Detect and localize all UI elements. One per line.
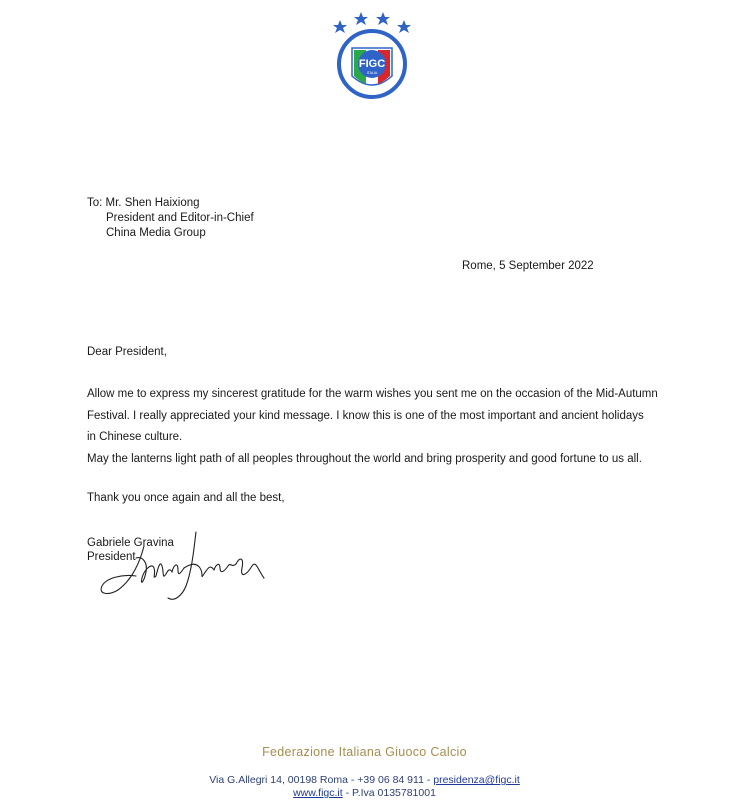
footer-email-link[interactable]: presidenza@figc.it xyxy=(433,774,520,786)
to-org: China Media Group xyxy=(106,227,206,239)
to-title: President and Editor-in-Chief xyxy=(106,212,254,224)
star-icon xyxy=(333,20,347,33)
closing-line: Thank you once again and all the best, xyxy=(87,492,285,504)
figc-logo xyxy=(326,8,418,100)
star-icon xyxy=(376,12,390,25)
footer-website-link[interactable]: www.figc.it xyxy=(293,787,343,799)
star-icon xyxy=(354,12,368,25)
signer-title: President xyxy=(87,551,136,563)
footer-address: Via G.Allegri 14, 00198 Roma - +39 06 84 911 - xyxy=(209,774,434,786)
to-line: To: Mr. Shen Haixiong xyxy=(87,197,200,209)
footer-address-block xyxy=(0,774,729,800)
footer-vat: - P.Iva 0135781001 xyxy=(342,787,436,799)
signer-name: Gabriele Gravina xyxy=(87,537,174,549)
body-line: May the lanterns light path of all peoples throughout the world and bring prosperity and good fortune to us all. xyxy=(87,452,642,465)
salutation: Dear President, xyxy=(87,346,167,358)
handwritten-signature xyxy=(96,528,268,610)
footer-organization: Federazione Italiana Giuoco Calcio xyxy=(262,745,467,759)
letter-body xyxy=(87,384,687,470)
letter-date: Rome, 5 September 2022 xyxy=(462,260,594,272)
star-icon xyxy=(397,20,411,33)
body-line: in Chinese culture. xyxy=(87,431,183,443)
logo-subtext: ITALIA xyxy=(366,71,378,75)
body-line: Allow me to express my sincerest gratitude for the warm wishes you sent me on the occasion of the Mid-Autumn xyxy=(87,388,658,400)
logo-text: FIGC xyxy=(358,58,386,70)
body-line: Festival. I really appreciated your kind message. I know this is one of the most important and ancient holidays xyxy=(87,409,644,422)
addressee-block xyxy=(87,196,254,241)
